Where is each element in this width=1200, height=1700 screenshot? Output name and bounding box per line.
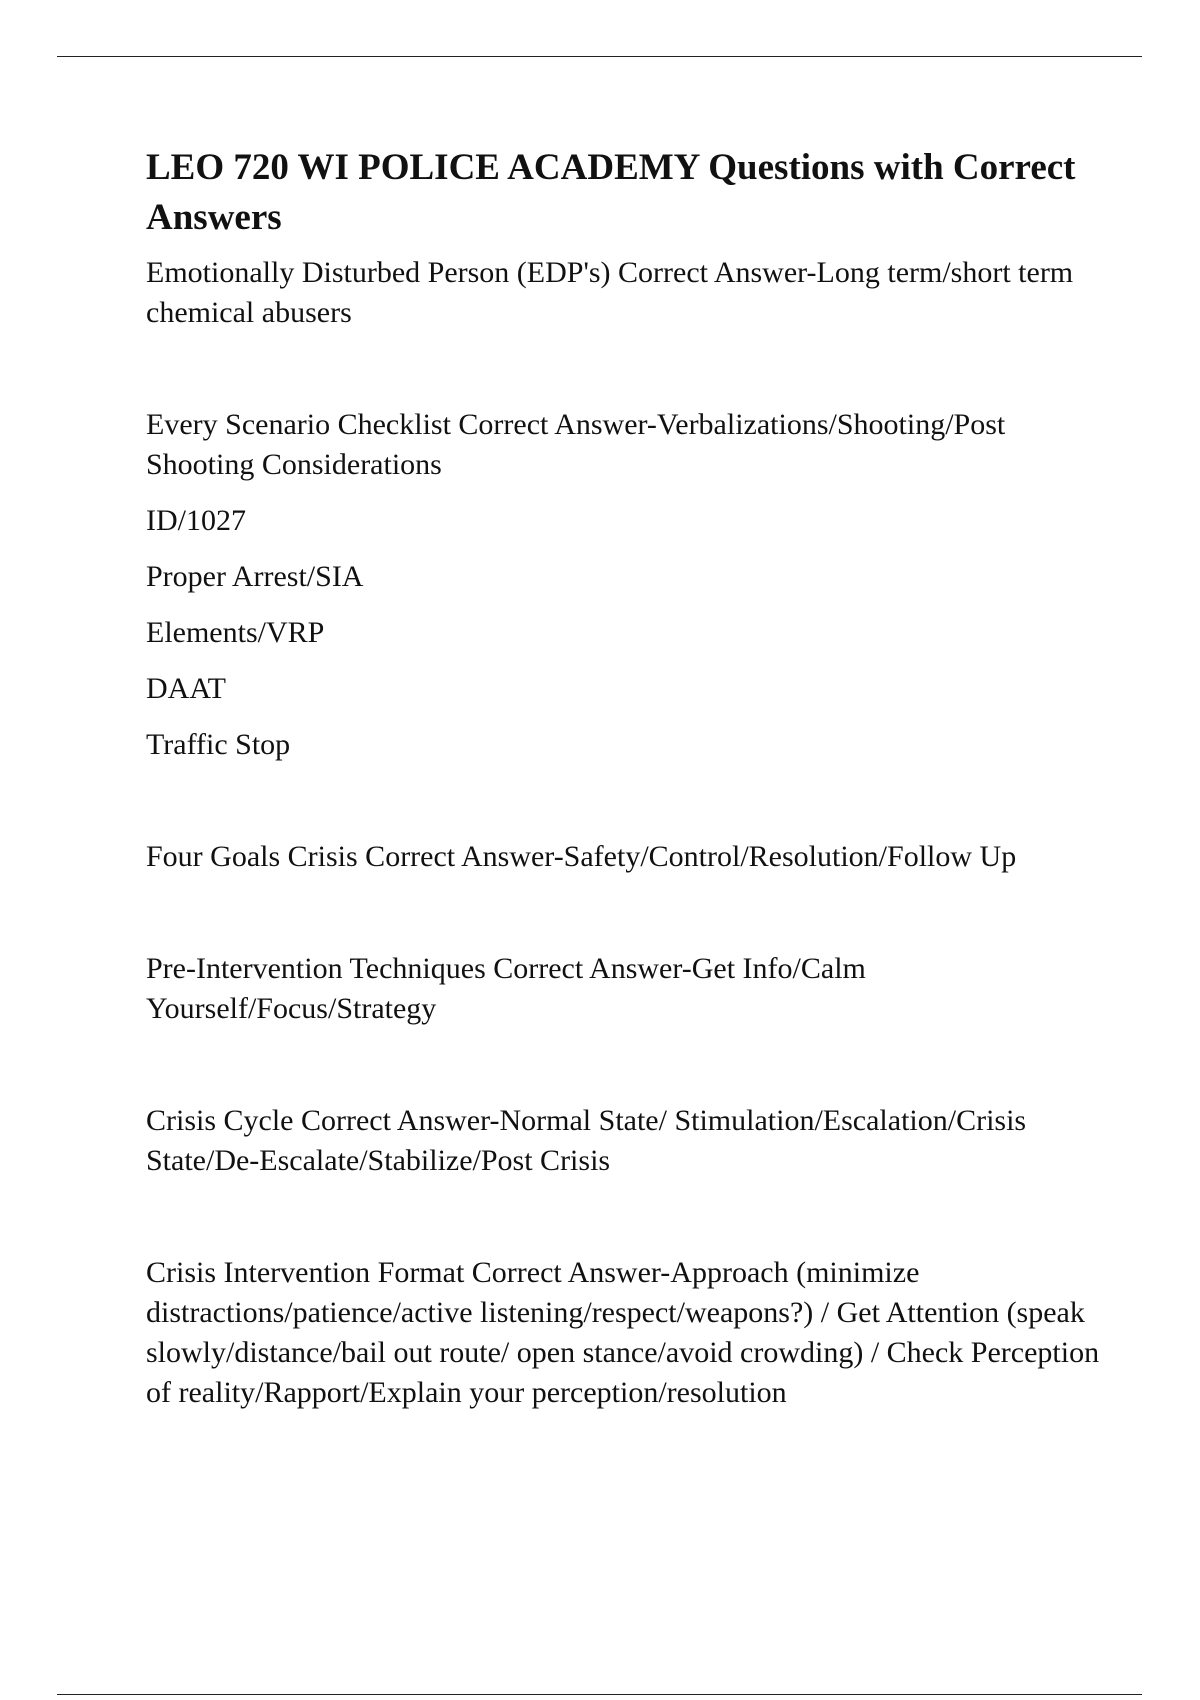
qa-item-line: Proper Arrest/SIA (146, 560, 364, 593)
qa-item-line: Traffic Stop (146, 728, 291, 761)
qa-item-text: Emotionally Disturbed Person (EDP's) Correct Answer-Long term/short term chemical abusers (146, 256, 1074, 329)
qa-item-text: Pre-Intervention Techniques Correct Answer-Get Info/Calm Yourself/Focus/Strategy (146, 952, 866, 1025)
qa-item-line: ID/1027 (146, 504, 246, 537)
qa-item-text: Crisis Intervention Format Correct Answer-Approach (minimize distractions/patience/active listening/respect/weapons?) / Get Attention (speak slowly/distance/bail out route/ open stance/avoid crowding) / Check Perception of reality/Rapport/Explain your perception/resolution (146, 1256, 1100, 1409)
qa-item-scenario-checklist (146, 405, 1106, 765)
qa-item-line: Elements/VRP (146, 616, 325, 649)
qa-item-four-goals (146, 837, 1106, 877)
top-rule (57, 56, 1142, 57)
qa-item-crisis-intervention (146, 1253, 1106, 1413)
qa-item-edp (146, 253, 1106, 333)
qa-item-pre-intervention (146, 949, 1106, 1029)
qa-item-crisis-cycle (146, 1101, 1106, 1181)
qa-item-line: DAAT (146, 672, 226, 705)
document-body (146, 143, 1106, 1413)
qa-item-text: Crisis Cycle Correct Answer-Normal State/ Stimulation/Escalation/Crisis State/De-Escalate/Stabilize/Post Crisis (146, 1104, 1027, 1177)
bottom-rule (57, 1694, 1142, 1695)
qa-item-text: Every Scenario Checklist Correct Answer-Verbalizations/Shooting/Post Shooting Considerations (146, 408, 1006, 481)
document-title: LEO 720 WI POLICE ACADEMY Questions with Correct Answers (146, 147, 1076, 238)
qa-list (146, 253, 1106, 1413)
qa-item-text: Four Goals Crisis Correct Answer-Safety/Control/Resolution/Follow Up (146, 840, 1017, 873)
